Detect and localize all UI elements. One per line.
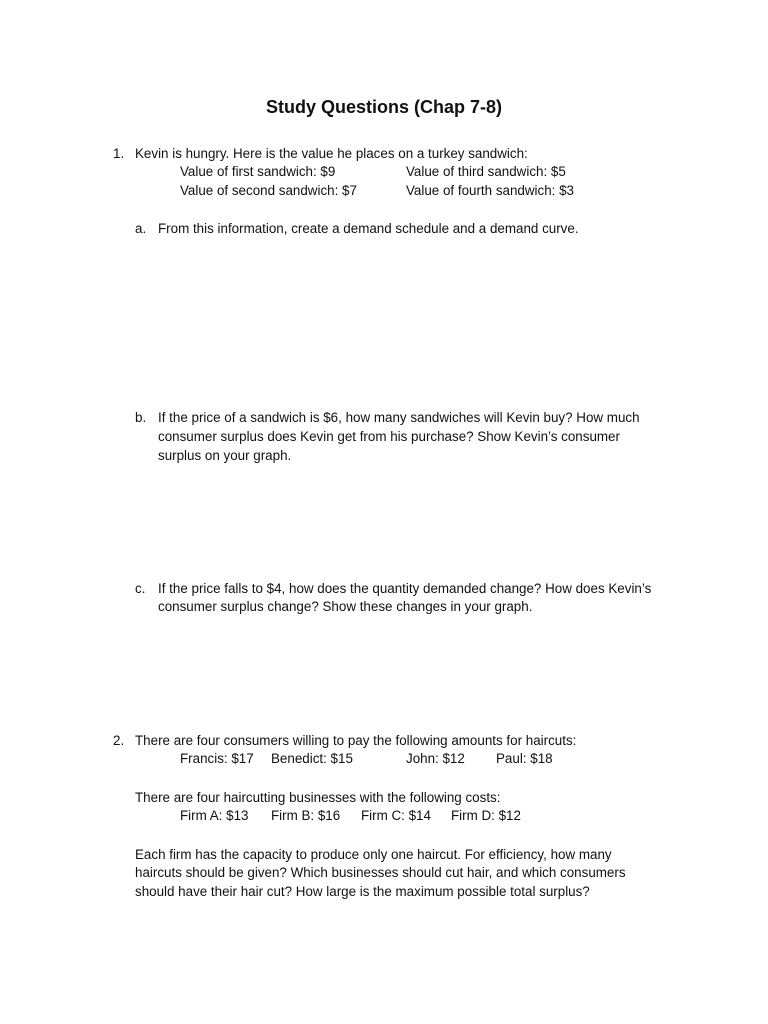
question-text-line: haircuts should be given? Which businesses should cut hair, and which consumers xyxy=(135,865,626,880)
value-first-sandwich: Value of first sandwich: $9 xyxy=(180,164,336,179)
part-letter: a. xyxy=(135,221,147,236)
value-second-sandwich: Value of second sandwich: $7 xyxy=(180,183,357,198)
part-text-line: consumer surplus does Kevin get from his purchase? Show Kevin’s consumer xyxy=(158,429,620,444)
firm-cost: Firm B: $16 xyxy=(271,808,341,823)
part-letter: b. xyxy=(135,410,147,425)
consumer-value: John: $12 xyxy=(406,751,465,766)
consumer-value: Benedict: $15 xyxy=(271,751,353,766)
value-fourth-sandwich: Value of fourth sandwich: $3 xyxy=(406,183,574,198)
part-text-line: If the price falls to $4, how does the quantity demanded change? How does Kevin’s xyxy=(158,581,652,596)
consumer-value: Francis: $17 xyxy=(180,751,254,766)
consumer-value: Paul: $18 xyxy=(496,751,553,766)
part-text-line: From this information, create a demand schedule and a demand curve. xyxy=(158,221,579,236)
question-intro: Kevin is hungry. Here is the value he places on a turkey sandwich: xyxy=(135,146,528,161)
part-text-line: If the price of a sandwich is $6, how many sandwiches will Kevin buy? How much xyxy=(158,410,640,425)
question-intro: There are four consumers willing to pay the following amounts for haircuts: xyxy=(135,733,577,748)
firm-cost: Firm D: $12 xyxy=(451,808,521,823)
question-text-line: Each firm has the capacity to produce only one haircut. For efficiency, how many xyxy=(135,847,612,862)
question-text-line: should have their hair cut? How large is the maximum possible total surplus? xyxy=(135,884,590,899)
part-text-line: surplus on your graph. xyxy=(158,448,292,463)
part-text-line: consumer surplus change? Show these changes in your graph. xyxy=(158,599,533,614)
value-third-sandwich: Value of third sandwich: $5 xyxy=(406,164,566,179)
firms-intro: There are four haircutting businesses with the following costs: xyxy=(135,790,501,805)
question-number: 1. xyxy=(113,146,125,161)
firm-cost: Firm A: $13 xyxy=(180,808,249,823)
page-title: Study Questions (Chap 7-8) xyxy=(265,97,503,117)
firm-cost: Firm C: $14 xyxy=(361,808,431,823)
part-letter: c. xyxy=(135,581,146,596)
question-number: 2. xyxy=(113,733,125,748)
